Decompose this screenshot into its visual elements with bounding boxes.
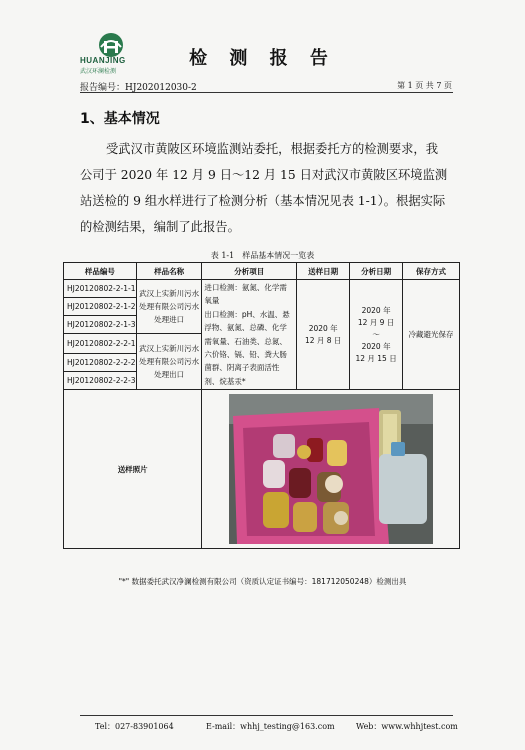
page-indicator: 第 1 页 共 7 页	[397, 81, 452, 90]
header-analysis-date: 分析日期	[350, 263, 403, 280]
header-sample-name: 样品名称	[136, 263, 202, 280]
sample-id-cell: HJ20120802-2-2-1	[64, 334, 137, 354]
sample-id-cell: HJ20120802-2-2-3	[64, 372, 137, 390]
header-storage: 保存方式	[403, 263, 460, 280]
logo-text-cn: 武汉环澜检测	[80, 68, 117, 75]
header-analysis-items: 分析项目	[202, 263, 297, 280]
send-date-cell: 2020 年 12 月 8 日	[297, 280, 350, 390]
photo-label: 送样照片	[64, 390, 202, 549]
footer-email: E-mail：whhj_testing@163.com	[206, 722, 335, 731]
logo-text-en: HUANJING	[80, 56, 126, 65]
section-title: 1、基本情况	[80, 111, 160, 127]
photo-row	[64, 390, 460, 549]
sample-name-outlet: 武汉上实新川污水处理有限公司污水处理出口	[136, 334, 202, 390]
footer-tel: Tel：027-83901064	[95, 722, 174, 731]
footnote: "*" 数据委托武汉净澜检测有限公司（资质认定证书编号：181712050248）检测出具	[118, 577, 407, 586]
sample-id-cell: HJ20120802-2-2-2	[64, 354, 137, 372]
report-title: 检 测 报 告	[189, 48, 336, 69]
intro-paragraph: 受武汉市黄陂区环境监测站委托，根据委托方的检测要求，我公司于 2020 年 12 月 9 日～12 月 15 日对武汉市黄陂区环境监测站送检的 9 组水样进行了检测分析（基本情况见表 1-1）。根据实际的检测结果，编制了此报告。	[80, 142, 448, 234]
sample-id-cell: HJ20120802-2-1-3	[64, 316, 137, 334]
sample-photo	[229, 394, 433, 544]
header-send-date: 送样日期	[297, 263, 350, 280]
table-caption: 表 1-1 样品基本情况一览表	[210, 251, 315, 260]
footer-divider	[80, 715, 453, 716]
analysis-items-cell: 进口检测：氨氮、化学需氧量 出口检测：pH、水温、悬浮物、氨氮、总磷、化学需氧量、石油类、总氮、六价铬、镉、铅、粪大肠菌群、阴离子表面活性剂、烷基汞*	[202, 280, 297, 390]
sample-name-inlet: 武汉上实新川污水处理有限公司污水处理进口	[136, 280, 202, 334]
storage-cell: 冷藏避光保存	[403, 280, 460, 390]
table-row	[64, 280, 460, 298]
sample-table	[63, 262, 460, 549]
analysis-date-cell: 2020 年 12 月 9 日 ～ 2020 年 12 月 15 日	[350, 280, 403, 390]
photo-cell	[202, 390, 460, 549]
table-header-row	[64, 263, 460, 280]
header-divider	[80, 92, 453, 93]
sample-id-cell: HJ20120802-2-1-1	[64, 280, 137, 298]
footer-web: Web：www.whhjtest.com	[356, 722, 458, 731]
header-sample-id: 样品编号	[64, 263, 137, 280]
sample-id-cell: HJ20120802-2-1-2	[64, 298, 137, 316]
report-number: 报告编号：HJ202012030-2	[80, 83, 197, 93]
